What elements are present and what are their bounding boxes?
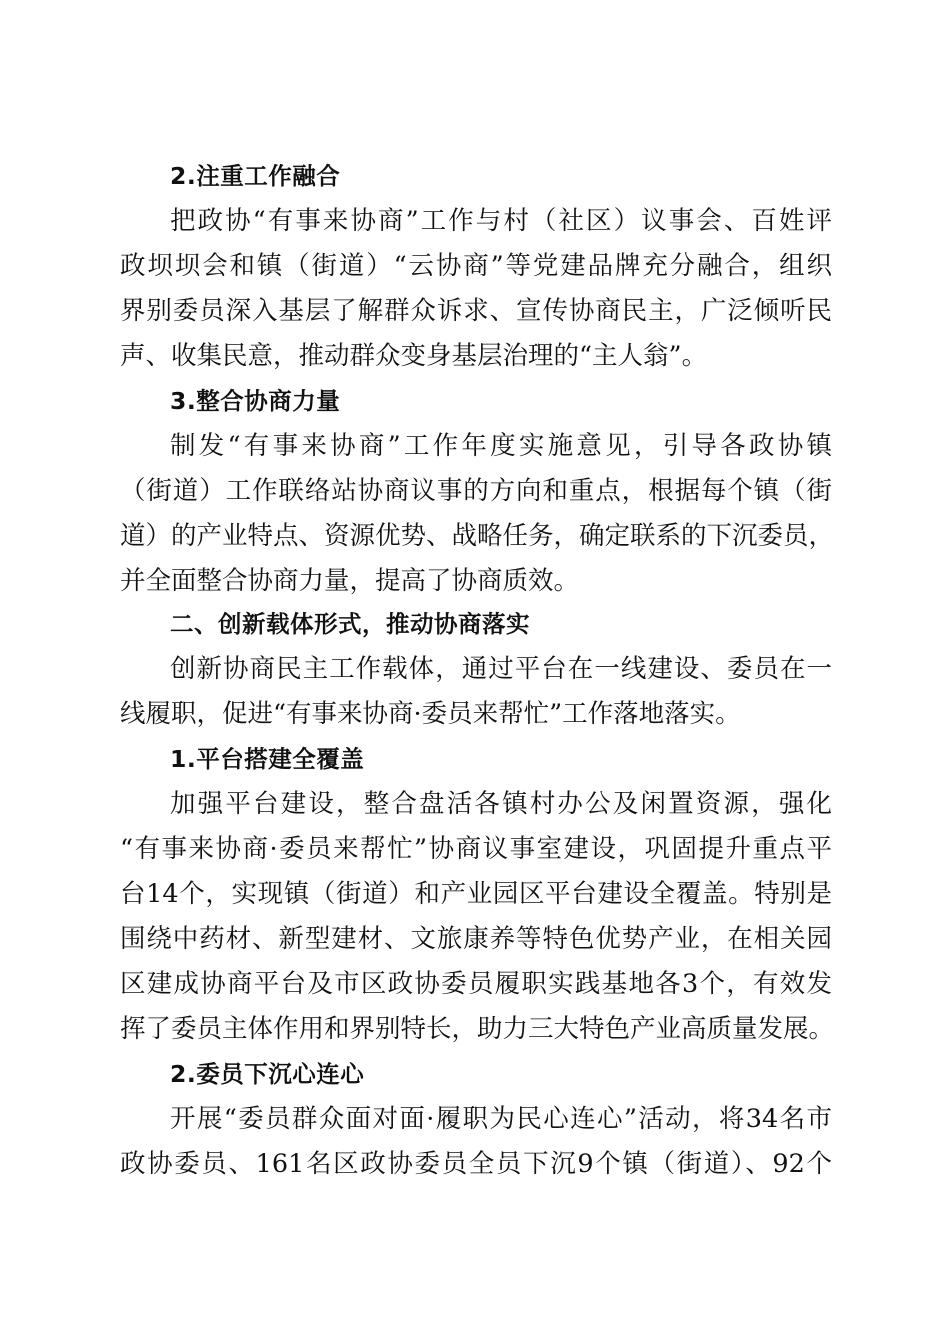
paragraph-line: 制发“有事来协商”工作年度实施意见，引导各政协镇 xyxy=(170,431,832,461)
paragraph-line: 开展“委员群众面对面·履职为民心连心”活动，将34名市 xyxy=(170,1104,832,1134)
section-heading: 3.整合协商力量 xyxy=(170,387,341,415)
paragraph-line: 加强平台建设，整合盘活各镇村办公及闲置资源，强化 xyxy=(170,789,832,819)
section-heading: 2.注重工作融合 xyxy=(170,162,341,190)
paragraph-line: 台14个，实现镇（街道）和产业园区平台建设全覆盖。特别是 xyxy=(120,879,832,909)
section-heading: 2.委员下沉心连心 xyxy=(170,1060,365,1088)
paragraph-line: “有事来协商·委员来帮忙”协商议事室建设，巩固提升重点平 xyxy=(120,834,832,864)
paragraph-line: 挥了委员主体作用和界别特长，助力三大特色产业高质量发展。 xyxy=(120,1014,835,1044)
paragraph-line: 区建成协商平台及市区政协委员履职实践基地各3个，有效发 xyxy=(120,969,832,999)
paragraph-line: 并全面整合协商力量，提高了协商质效。 xyxy=(120,566,580,596)
paragraph-line: 创新协商民主工作载体，通过平台在一线建设、委员在一 xyxy=(170,654,832,684)
paragraph-line: 围绕中药材、新型建材、文旅康养等特色优势产业，在相关园 xyxy=(120,924,832,954)
paragraph-line: 线履职，促进“有事来协商·委员来帮忙”工作落地落实。 xyxy=(120,699,741,729)
paragraph-line: 政协委员、161名区政协委员全员下沉9个镇（街道）、92个 xyxy=(120,1149,832,1179)
paragraph-line: 把政协“有事来协商”工作与村（社区）议事会、百姓评 xyxy=(170,206,832,236)
section-heading: 1.平台搭建全覆盖 xyxy=(170,745,365,773)
paragraph-line: 声、收集民意，推动群众变身基层治理的“主人翁”。 xyxy=(120,341,708,371)
paragraph-line: 政坝坝会和镇（街道）“云协商”等党建品牌充分融合，组织 xyxy=(120,251,832,281)
paragraph-line: （街道）工作联络站协商议事的方向和重点，根据每个镇（街 xyxy=(120,476,832,506)
paragraph-line: 界别委员深入基层了解群众诉求、宣传协商民主，广泛倾听民 xyxy=(120,296,832,326)
paragraph-line: 道）的产业特点、资源优势、战略任务，确定联系的下沉委员， xyxy=(120,521,835,551)
chapter-heading: 二、创新载体形式，推动协商落实 xyxy=(170,610,530,638)
